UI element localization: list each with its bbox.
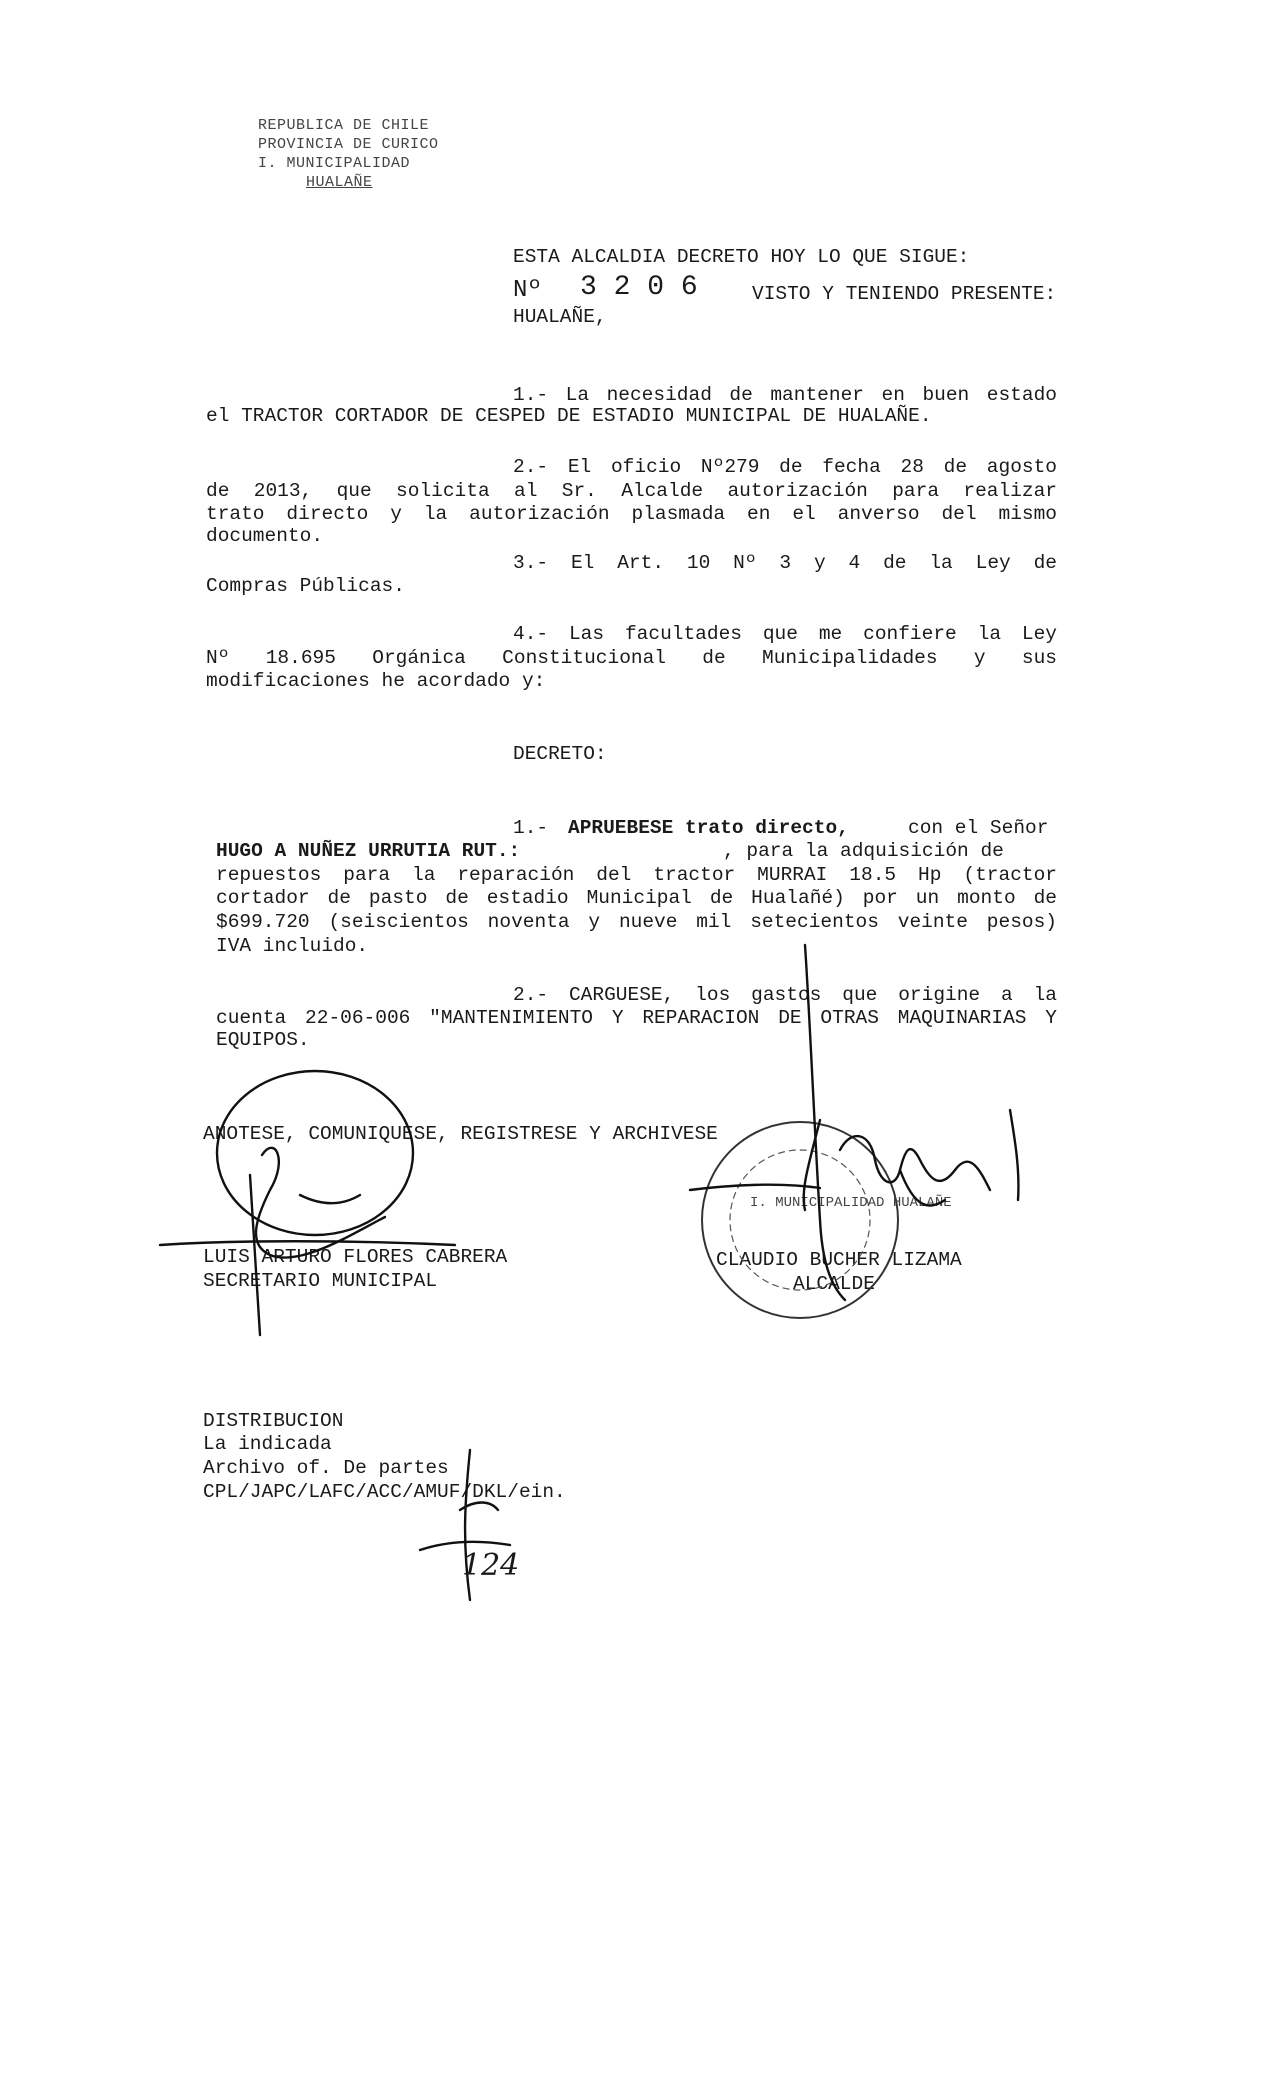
folio-handwriting xyxy=(390,1440,530,1610)
header-republic: REPUBLICA DE CHILE xyxy=(258,117,430,134)
visto-heading: VISTO Y TENIENDO PRESENTE: xyxy=(752,283,1057,305)
decree-number-label: Nº xyxy=(513,277,542,304)
distribution-line-1: La indicada xyxy=(203,1433,332,1455)
distribution-heading: DISTRIBUCION xyxy=(203,1410,344,1432)
decree-opening: ESTA ALCALDIA DECRETO HOY LO QUE SIGUE: xyxy=(513,246,970,268)
mayor-name: CLAUDIO BUCHER LIZAMA xyxy=(716,1249,962,1271)
visto-4-line-2: Nº 18.695 Orgánica Constitucional de Municipalidades y sus xyxy=(206,647,1057,669)
resolution-1-line-4: cortador de pasto de estadio Municipal de Hualañé) por un monto de xyxy=(216,887,1057,909)
decreto-heading: DECRETO: xyxy=(513,743,607,765)
folio-number: 124 xyxy=(462,1548,520,1583)
supplier-name: HUGO A NUÑEZ URRUTIA RUT.: xyxy=(216,840,521,862)
secretary-name: LUIS ARTURO FLORES CABRERA xyxy=(203,1246,508,1268)
resolution-2-line-2: cuenta 22-06-006 "MANTENIMIENTO Y REPARACION DE OTRAS MAQUINARIAS Y xyxy=(216,1007,1057,1029)
distribution-line-2: Archivo of. De partes xyxy=(203,1457,449,1479)
resolution-1-line-3: repuestos para la reparación del tractor MURRAI 18.5 Hp (tractor xyxy=(216,864,1057,886)
resolution-2-first-line: 2.- CARGUESE, los gastos que origine a la xyxy=(513,984,1057,1006)
distribution-line-3: CPL/JAPC/LAFC/ACC/AMUF/DKL/ein. xyxy=(203,1481,566,1503)
visto-3-continuation: Compras Públicas. xyxy=(206,575,405,597)
secretary-title: SECRETARIO MUNICIPAL xyxy=(203,1270,438,1292)
visto-4-line-3: modificaciones he acordado y: xyxy=(206,670,546,692)
mayor-title: ALCALDE xyxy=(793,1273,875,1295)
stamp-text: I. MUNICIPALIDAD HUALAÑE xyxy=(750,1195,952,1211)
visto-2-line-3: trato directo y la autorización plasmada en el anverso del mismo xyxy=(206,503,1057,525)
visto-4-first-line: 4.- Las facultades que me confiere la Ley xyxy=(513,623,1057,645)
annotation-stroke xyxy=(790,940,870,1310)
visto-2-line-4: documento. xyxy=(206,525,324,547)
header-commune: HUALAÑE xyxy=(306,174,373,191)
visto-2-first-line: 2.- El oficio Nº279 de fecha 28 de agosto xyxy=(513,456,1057,478)
header-municipality: I. MUNICIPALIDAD xyxy=(258,155,411,172)
resolution-1-line-6: IVA incluido. xyxy=(216,935,369,957)
secretary-signature xyxy=(150,1045,480,1345)
resolution-1-lead-tail: con el Señor xyxy=(908,817,1049,839)
resolution-2-line-3: EQUIPOS. xyxy=(216,1029,310,1051)
visto-1-continuation: el TRACTOR CORTADOR DE CESPED DE ESTADIO MUNICIPAL DE HUALAÑE. xyxy=(206,405,932,427)
place-line: HUALAÑE, xyxy=(513,306,607,328)
header-province: PROVINCIA DE CURICO xyxy=(258,136,439,153)
visto-3-first-line: 3.- El Art. 10 Nº 3 y 4 de la Ley de xyxy=(513,552,1057,574)
resolution-1-line-2-tail: , para la adquisición de xyxy=(723,840,1004,862)
decree-number-stamp: 3 2 0 6 xyxy=(580,272,698,303)
resolution-1-line-5: $699.720 (seiscientos noventa y nueve mil setecientos veinte pesos) xyxy=(216,911,1057,933)
visto-1-first-line: 1.- La necesidad de mantener en buen estado xyxy=(513,384,1057,406)
resolution-1-number: 1.- xyxy=(513,817,549,839)
visto-2-line-2: de 2013, que solicita al Sr. Alcalde autorización para realizar xyxy=(206,480,1057,502)
resolution-1-lead: APRUEBESE trato directo, xyxy=(568,817,849,839)
closing-formula: ANOTESE, COMUNIQUESE, REGISTRESE Y ARCHIVESE xyxy=(203,1123,718,1145)
